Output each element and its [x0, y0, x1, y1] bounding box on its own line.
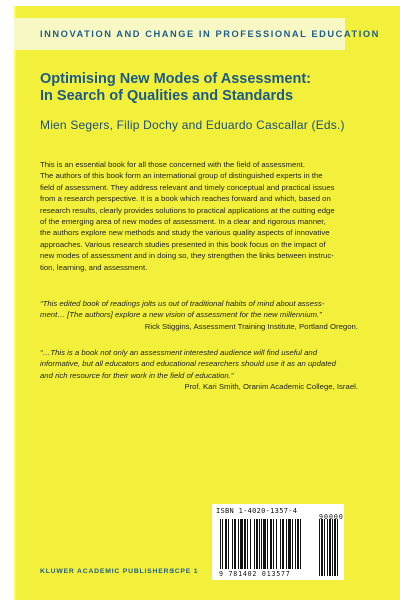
barcode-bar [297, 519, 299, 569]
barcode-bar [234, 519, 236, 569]
barcode-bar [263, 519, 266, 569]
barcode-bar [282, 519, 284, 569]
series-code: ICPE 1 [172, 568, 199, 575]
publisher-name: KLUWER ACADEMIC PUBLISHERS [40, 568, 175, 575]
barcode-bar [288, 519, 291, 569]
barcode-bar [261, 519, 262, 569]
description-line: of the emerging area of new modes of assessment. In a clear and rigorous manner, [40, 217, 326, 227]
barcode-bar [327, 519, 328, 576]
barcode-bar [319, 519, 320, 576]
description-line: new modes of assessment and in doing so, they strengthen the links between instruc- [40, 251, 334, 261]
isbn-label: ISBN 1-4020-1357-4 [216, 507, 298, 515]
barcode-bar [267, 519, 268, 569]
quote-attribution: Prof. Kari Smith, Oranim Academic College, Israel. [184, 382, 358, 392]
description-line: tion, learning, and assessment. [40, 262, 148, 272]
barcode-bar [292, 519, 293, 569]
quote-line: “This edited book of readings jolts us out of traditional habits of mind about assess- [40, 299, 325, 308]
barcode-bar [321, 519, 323, 576]
description-line: The authors of this book form an international group of distinguished experts in the [40, 171, 323, 181]
barcode-bar [337, 519, 338, 576]
barcode-bar [250, 519, 251, 569]
book-editors: Mien Segers, Filip Dochy and Eduardo Cascallar (Eds.) [40, 118, 345, 132]
description-line: field of assessment. They address relevant and timely conceptual and practical issues [40, 182, 335, 192]
barcode-bar [300, 519, 301, 569]
barcode-bar [232, 519, 233, 569]
barcode-bar [238, 519, 239, 569]
barcode-bar [280, 519, 281, 569]
barcode-bar [220, 519, 221, 569]
quote-line: “…This is a book not only an assessment interested audience will find useful and [40, 348, 317, 357]
description-line: from a research perspective. It is a book which reaches forward and which, based on [40, 194, 331, 204]
quote-line: informative, but all educators and educational researchers should use it as an updated [40, 359, 336, 369]
barcode-bar [286, 519, 287, 569]
quote-line: ment… [The authors] explore a new vision of assessment for the new millennium.” [40, 310, 322, 320]
review-quote-stiggins [40, 298, 358, 332]
barcode-bar [295, 519, 296, 569]
description-line: approaches. Various research studies presented in this book focus on the impact of [40, 239, 326, 249]
barcode-bar [244, 519, 246, 569]
series-title: INNOVATION AND CHANGE IN PROFESSIONAL EDUCATION [40, 29, 380, 39]
book-title [40, 71, 380, 105]
description-line: This is an essential book for all those concerned with the field of assessment. [40, 160, 305, 169]
book-title-line-2: In Search of Qualities and Standards [40, 88, 294, 104]
barcode-addon-number: 90000 [319, 513, 344, 521]
barcode-bar [273, 519, 274, 569]
barcode-bar [324, 519, 325, 576]
barcode-bar [254, 519, 255, 569]
barcode-bar [276, 519, 277, 569]
quote-attribution: Rick Stiggins, Assessment Training Institute, Portland Oregon. [144, 321, 358, 331]
barcode-bar [222, 519, 223, 569]
barcode-bar [228, 519, 229, 569]
barcode-bar [334, 519, 336, 576]
barcode-icon [220, 519, 314, 569]
barcode-bar [329, 519, 331, 576]
book-description [40, 159, 358, 273]
quote-line: and rich resource for their work in the field of education.” [40, 370, 234, 380]
barcode-bar [247, 519, 248, 569]
barcode-bar [225, 519, 227, 569]
review-quote-smith [40, 347, 358, 393]
barcode-addon-icon [319, 519, 341, 576]
barcode-bar [259, 519, 260, 569]
book-title-line-1: Optimising New Modes of Assessment: [40, 71, 311, 87]
barcode-bar [256, 519, 258, 569]
barcode-bar [332, 519, 333, 576]
description-line: the authors explore new methods and study the various quality aspects of innovative [40, 228, 330, 238]
description-line: research results, clearly provides solutions to practical applications at the cutting edge [40, 205, 335, 215]
barcode-bar [270, 519, 272, 569]
barcode-number: 9 781402 013577 [219, 570, 291, 578]
barcode-bar [240, 519, 243, 569]
